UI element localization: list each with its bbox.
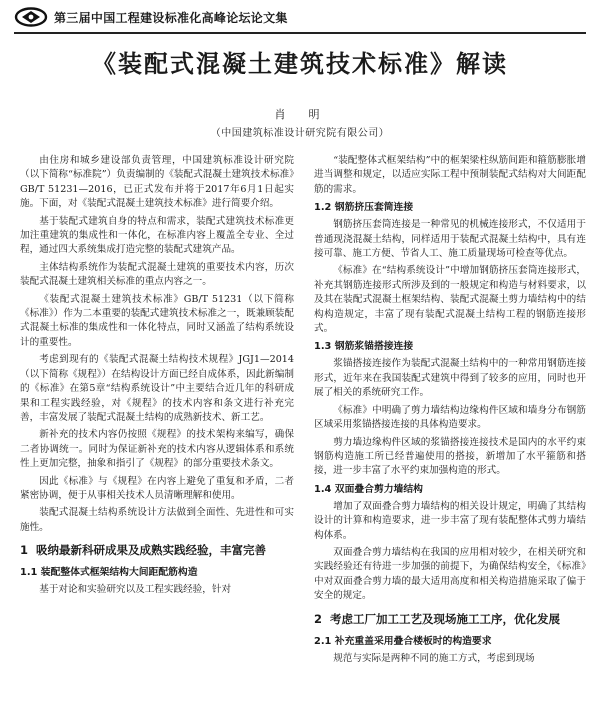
section-1-4-heading: 1.4 双面叠合剪力墙结构 bbox=[314, 483, 423, 495]
body-paragraph: 考虑到现有的《装配式混凝土结构技术规程》JGJ1—2014（以下简称《规程》）在结构设计方面已经自成体系，因此新编制的《标准》在第5章“结构系统设计”中主要结合近几年的科研成果和工程实践经验，对《规程》的技术内容和条文进行补充完善，丰富发展了装配式混凝土结构的成熟新技术、新工艺。 bbox=[20, 354, 294, 423]
body-paragraph: 剪力墙边缘构件区域的浆锚搭接连接技术是国内的水平约束钢筋构造施工所已经普遍使用的搭接，新增加了水平箍筋和搭接，进一步丰富了水平约束加强构造的形式。 bbox=[314, 436, 586, 477]
author-affiliation: （中国建筑标准设计研究院有限公司） bbox=[210, 128, 390, 139]
section-title: 考虑工厂加工工艺及现场施工工序，优化发展 bbox=[330, 611, 560, 626]
body-paragraph: 基于装配式建筑自身的特点和需求，装配式建筑技术标准更加注重建筑的集成性和一体化，在标准内容上覆盖全专业、全过程，通过四大系统集成打造完整的装配式建筑产品。 bbox=[20, 215, 294, 256]
body-paragraph: 增加了双面叠合剪力墙结构的相关设计规定，明确了其结构设计的计算和构造要求，进一步丰富了现有装配整体式剪力墙结构体系。 bbox=[314, 500, 586, 541]
body-paragraph: 钢筋挤压套筒连接是一种常见的机械连接形式，不仅适用于普通现浇混凝土结构，同样适用于装配式混凝土结构中，具有连接可靠、施工方便、节省人工、施工质量现场可检查等优点。 bbox=[314, 219, 586, 260]
journal-logo-icon bbox=[14, 7, 48, 27]
journal-header bbox=[14, 6, 586, 30]
body-paragraph: 主体结构系统作为装配式混凝土建筑的重要技术内容，历次装配式混凝土建筑相关标准的重点内容之一。 bbox=[20, 261, 294, 288]
body-paragraph: 《装配式混凝土建筑技术标准》GB/T 51231（以下简称《标准》）作为二本重要的装配式建筑技术标准之一，既兼顾装配式混凝土标准的集成性和一体化特点，同时又涵盖了结构系统设计的重要性。 bbox=[20, 293, 294, 348]
header-rule bbox=[14, 32, 586, 34]
section-1-1-heading: 1.1 装配整体式框架结构大间距配筋构造 bbox=[20, 567, 198, 579]
body-paragraph: 由住房和城乡建设部负责管理，中国建筑标准设计研究院（以下简称“标准院”）负责编制的《装配式混凝土建筑技术标准》GB/T 51231—2016，已正式发布并将于2017年6月1日起实施。下面，对《装配式混凝土建筑技术标准》进行简要介绍。 bbox=[20, 155, 294, 210]
body-paragraph: 因此《标准》与《规程》在内容上避免了重复和矛盾，二者紧密协调，便于从事相关技术人员清晰理解和使用。 bbox=[20, 475, 294, 501]
body-paragraph: 《标准》在“结构系统设计”中增加钢筋挤压套筒连接形式，补充其钢筋连接形式所涉及到的一般规定和构造与材料要求，以及其在装配式混凝土框架结构、装配式混凝土剪力墙结构中的结构构造规定，丰富了现有装配式混凝土结构工程的钢筋连接形式。 bbox=[314, 265, 586, 335]
body-paragraph: “装配整体式框架结构”中的框架梁柱纵筋间距和箍筋膨胀增进当调整和规定，以适应实际工程中预制装配式结构对大间距配筋的需求。 bbox=[314, 155, 586, 195]
section-1-3-heading: 1.3 钢筋浆锚搭接连接 bbox=[314, 341, 414, 353]
left-column bbox=[20, 154, 294, 601]
section-2-heading bbox=[314, 610, 586, 628]
section-2-1-heading: 2.1 补充重盖采用叠合楼板时的构造要求 bbox=[314, 635, 492, 647]
section-1-2-heading: 1.2 钢筋挤压套筒连接 bbox=[314, 202, 414, 214]
body-paragraph: 规范与实际是两种不同的施工方式，考虑到现场 bbox=[333, 652, 535, 664]
body-paragraph: 基于对论和实验研究以及工程实践经验，针对 bbox=[39, 584, 232, 596]
body-paragraph: 装配式混凝土结构系统设计方法做到全面性、先进性和可实施性。 bbox=[20, 507, 294, 533]
body-paragraph: 新补充的技术内容仍按照《规程》的技术架构来编写，确保二者协调统一。同时为保证新补充的技术内容从逻辑体系和系统性上更加完整，抽象和指引了《规程》的部分重要技术条文。 bbox=[20, 429, 294, 470]
right-column bbox=[314, 154, 586, 669]
body-paragraph: 浆锚搭接连接作为装配式混凝土结构中的一种常用钢筋连接形式，近年来在我国装配式建筑中得到了较多的应用，同时也开展了相关的系统研究工作。 bbox=[314, 358, 586, 399]
body-paragraph: 双面叠合剪力墙结构在我国的应用相对较少，在相关研究和实践经验还有待进一步加强的前提下，为确保结构安全，《标准》中对双面叠合剪力墙的最大适用高度和相关构造措施采取了偏于安全的规定。 bbox=[314, 546, 586, 602]
author-name: 肖 明 bbox=[274, 108, 326, 121]
section-number: 2 bbox=[314, 611, 323, 626]
body-paragraph: 《标准》中明确了剪力墙结构边缘构件区域和墙身分布钢筋区域采用浆锚搭接连接的具体构造要求。 bbox=[314, 404, 586, 431]
journal-name: 第三届中国工程建设标准化高峰论坛论文集 bbox=[54, 11, 288, 25]
section-number: 1 bbox=[20, 543, 29, 558]
section-title: 吸纳最新科研成果及成熟实践经验，丰富完善 bbox=[36, 543, 266, 558]
article-title: 《装配式混凝土建筑技术标准》解读 bbox=[92, 50, 508, 78]
section-1-heading bbox=[20, 541, 294, 559]
